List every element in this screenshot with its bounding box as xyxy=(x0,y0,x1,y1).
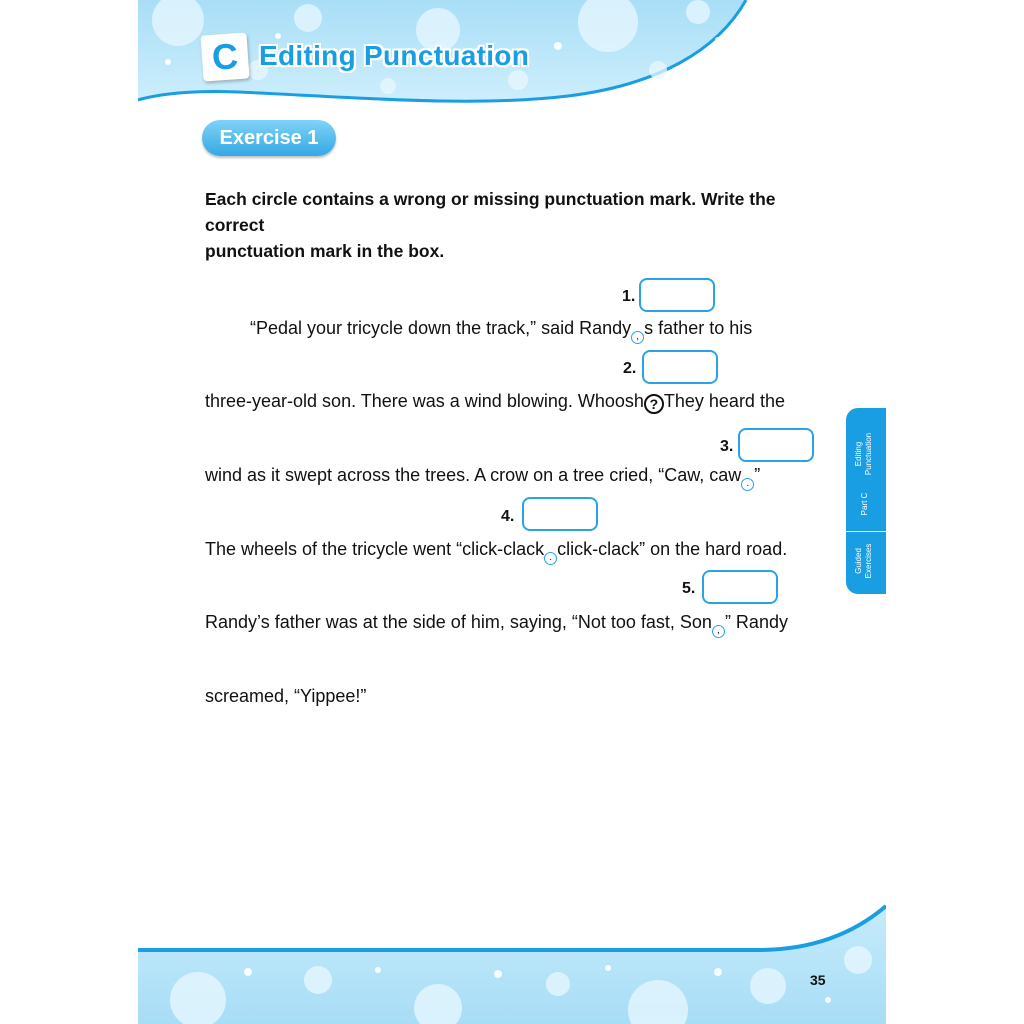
section-letter-badge: C xyxy=(200,32,249,81)
page-number: 35 xyxy=(810,972,826,988)
side-tab-divider xyxy=(846,531,886,532)
side-tab-part: Part C xyxy=(860,492,869,516)
passage-line-3 xyxy=(205,463,825,491)
side-tab-bottom-line-2: Exercises xyxy=(864,543,873,579)
workbook-page xyxy=(138,0,886,1024)
passage-text: s father to his xyxy=(644,318,753,338)
answer-number-4: 4. xyxy=(501,508,515,525)
passage-line-4 xyxy=(205,537,825,565)
passage-text: ” Randy xyxy=(724,612,788,632)
error-circle-5: , xyxy=(712,625,725,638)
side-section-tab xyxy=(846,408,886,594)
passage-line-5 xyxy=(205,610,825,638)
side-tab-title-line-1: Editing xyxy=(854,441,863,467)
side-tab-title-line-2: Punctuation xyxy=(864,432,873,476)
footer-bubble-band xyxy=(138,900,886,1024)
answer-number-2: 2. xyxy=(623,360,637,377)
passage-line-1 xyxy=(250,316,808,344)
instructions xyxy=(205,186,835,264)
passage-text: three-year-old son. There was a wind blowing. Whoosh xyxy=(205,391,644,411)
instructions-line-2: punctuation mark in the box. xyxy=(205,241,445,261)
passage-text: wind as it swept across the trees. A crow on a tree cried, “Caw, caw xyxy=(205,465,742,485)
exercise-label: Exercise 1 xyxy=(202,120,336,156)
section-title: Editing Punctuation xyxy=(259,40,530,71)
side-tab-guided-exercises xyxy=(854,536,874,586)
side-tab-section-title xyxy=(854,414,874,494)
answer-box-2[interactable] xyxy=(642,350,718,384)
passage-text: “Pedal your tricycle down the track,” said Randy xyxy=(250,318,632,338)
error-circle-3: . xyxy=(741,478,754,491)
answer-box-3[interactable] xyxy=(738,428,814,462)
error-circle-1: , xyxy=(631,331,644,344)
side-tab-bottom-line-1: Guided xyxy=(854,548,863,574)
answer-number-1: 1. xyxy=(622,288,636,305)
passage-line-6: screamed, “Yippee!” xyxy=(205,686,367,706)
passage-text: Randy’s father was at the side of him, saying, “Not too fast, Son xyxy=(205,612,712,632)
passage-text: click-clack” on the hard road. xyxy=(557,539,788,559)
answer-number-5: 5. xyxy=(682,580,696,597)
answer-box-1[interactable] xyxy=(639,278,715,312)
passage-text: They heard the xyxy=(663,391,785,411)
error-circle-2: ? xyxy=(644,394,664,414)
passage-text: The wheels of the tricycle went “click-clack xyxy=(205,539,545,559)
error-circle-4: . xyxy=(544,552,557,565)
answer-box-5[interactable] xyxy=(702,570,778,604)
answer-number-3: 3. xyxy=(720,438,734,455)
passage-line-2 xyxy=(205,389,825,414)
passage-text: ” xyxy=(754,465,761,485)
instructions-line-1: Each circle contains a wrong or missing punctuation mark. Write the correct xyxy=(205,189,776,235)
answer-box-4[interactable] xyxy=(522,497,598,531)
